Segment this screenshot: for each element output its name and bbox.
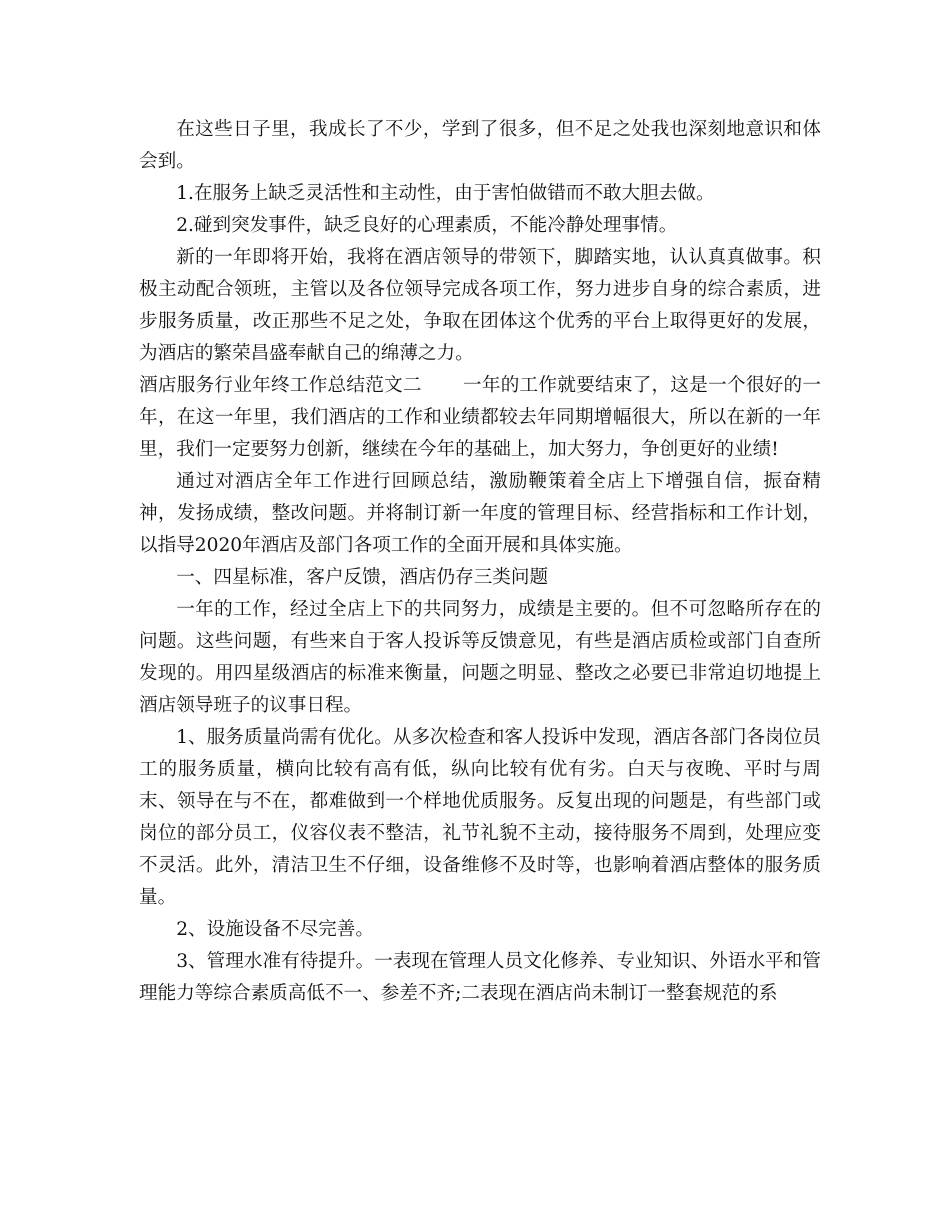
paragraph-management-level: 3、管理水准有待提升。一表现在管理人员文化修养、专业知识、外语水平和管理能力等综合素质高低不一、参差不齐;二表现在酒店尚未制订一整套规范的系 <box>139 951 821 1004</box>
section-intro-text: 一年的工作就要结束了，这是一个很好的一年，在这一年里，我们酒店的工作和业绩都较去年同期增幅很大，所以在新的一年里，我们一定要努力创新，继续在今年的基础上，加大努力，争创更好的业绩! <box>139 375 821 460</box>
paragraph-reflection: 在这些日子里，我成长了不少，学到了很多，但不足之处我也深刻地意识和体会到。 <box>139 119 821 172</box>
paragraph-section-two <box>139 370 821 466</box>
paragraph-new-year-plan: 新的一年即将开始，我将在酒店领导的带领下，脚踏实地，认认真真做事。积极主动配合领班，主管以及各位领导完成各项工作，努力进步自身的综合素质，进步服务质量，改正那些不足之处，争取在团体这个优秀的平台上取得更好的发展，为酒店的繁荣昌盛奉献自己的绵薄之力。 <box>139 247 821 364</box>
paragraph-facilities: 2、设施设备不尽完善。 <box>176 919 374 940</box>
paragraph-point-2: 2.碰到突发事件，缺乏良好的心理素质，不能冷静处理事情。 <box>176 215 678 236</box>
subheading-problems: 一、四星标准，客户反馈，酒店仍存三类问题 <box>176 567 549 588</box>
paragraph-review-summary: 通过对酒店全年工作进行回顾总结，激励鞭策着全店上下增强自信，振奋精神，发扬成绩，整改问题。并将制订新一年度的管理目标、经营指标和工作计划，以指导2020年酒店及部门各项工作的全面开展和具体实施。 <box>139 471 821 556</box>
document-body <box>139 114 821 1010</box>
section-heading: 酒店服务行业年终工作总结范文二 <box>139 375 422 396</box>
paragraph-service-quality: 1、服务质量尚需有优化。从多次检查和客人投诉中发现，酒店各部门各岗位员工的服务质量，横向比较有高有低，纵向比较有优有劣。白天与夜晚、平时与周末、领导在与不在，都难做到一个样地优质服务。反复出现的问题是，有些部门或岗位的部分员工，仪容仪表不整洁，礼节礼貌不主动，接待服务不周到，处理应变不灵活。此外，清洁卫生不仔细，设备维修不及时等，也影响着酒店整体的服务质量。 <box>139 727 821 908</box>
paragraph-point-1: 1.在服务上缺乏灵活性和主动性，由于害怕做错而不敢大胆去做。 <box>176 183 715 204</box>
paragraph-problems-intro: 一年的工作，经过全店上下的共同努力，成绩是主要的。但不可忽略所存在的问题。这些问题，有些来自于客人投诉等反馈意见，有些是酒店质检或部门自查所发现的。用四星级酒店的标准来衡量，问题之明显、整改之必要已非常迫切地提上酒店领导班子的议事日程。 <box>139 599 821 716</box>
